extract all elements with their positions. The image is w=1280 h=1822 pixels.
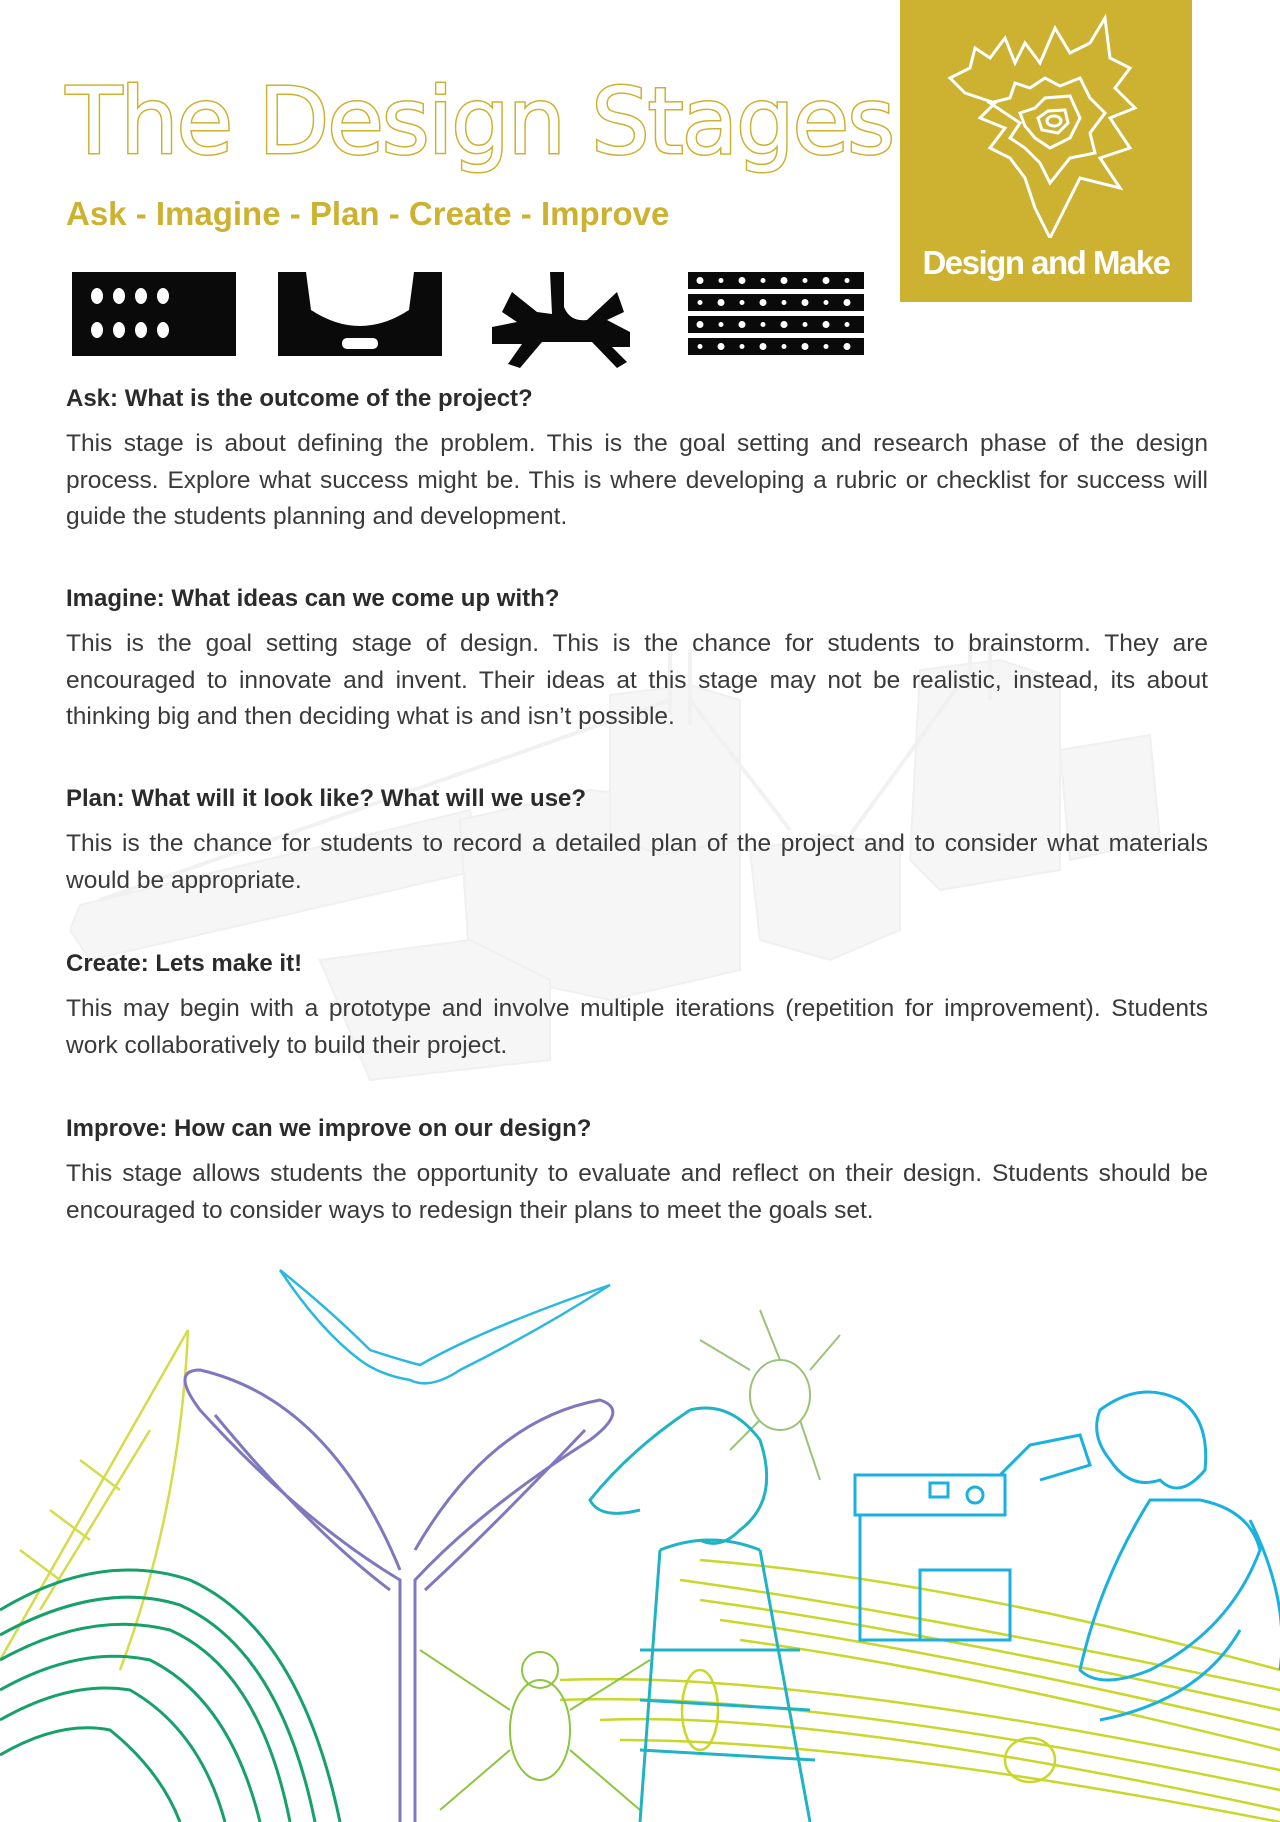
stage-description: This may begin with a prototype and involve multiple iterations (repetition for improvement). Students work collaboratively to build their project. (66, 995, 1208, 1059)
logo-label: Design and Make (922, 244, 1170, 281)
stage-description: This is the goal setting stage of design. This is the chance for students to brainstorm. They are encouraged to innovate and invent. Their ideas at this stage may not be realistic, instead, its about thinking big and then deciding what is and isn’t possible. (66, 630, 1208, 730)
stage-heading: Plan: What will it look like? What will we use? (66, 785, 587, 812)
stage-description: This stage allows students the opportunity to evaluate and reflect on their design. Students should be encouraged to consider ways to redesign their plans to meet the goals set. (66, 1160, 1208, 1224)
stage-heading: Imagine: What ideas can we come up with? (66, 585, 560, 612)
perforated-block-piece-icon (72, 272, 236, 356)
rock-contours-icon (0, 1570, 340, 1822)
beetle-icon (700, 1310, 840, 1480)
page-title: The Design Stages (66, 68, 894, 175)
stage-heading: Ask: What is the outcome of the project? (66, 385, 533, 412)
stage-create (66, 947, 1208, 1064)
stage-ask (66, 382, 1208, 536)
seedling-icon (185, 1370, 613, 1822)
connector-hub-piece-icon (482, 272, 646, 368)
stage-description: This is the chance for students to record a detailed plan of the project and to consider what materials would be appropriate. (66, 830, 1208, 894)
stages-subtitle: Ask - Imagine - Plan - Create - Improve (66, 195, 670, 232)
construction-pieces-row (70, 272, 870, 358)
stage-improve (66, 1112, 1208, 1229)
spider-icon (420, 1650, 650, 1810)
stage-plan (66, 782, 1208, 899)
bird-icon (280, 1270, 610, 1383)
leaf-icon (0, 1330, 188, 1670)
scientist-microscope-icon (855, 1392, 1280, 1720)
stage-heading: Improve: How can we improve on our design? (66, 1115, 592, 1142)
stage-description: This stage is about defining the problem. This is the goal setting and research phase of the design process. Explore what success might be. This is where developing a rubric or checklist for success will guide the students planning and development. (66, 430, 1208, 530)
stage-heading: Create: Lets make it! (66, 950, 303, 977)
stage-imagine (66, 582, 1208, 736)
design-and-make-logo (900, 0, 1192, 302)
explorer-person-icon (590, 1408, 815, 1822)
perforated-strips-piece-icon (688, 272, 864, 356)
topographic-contour-icon (930, 8, 1162, 238)
curved-bracket-piece-icon (278, 272, 442, 356)
science-line-art-illustration (0, 1250, 1280, 1822)
